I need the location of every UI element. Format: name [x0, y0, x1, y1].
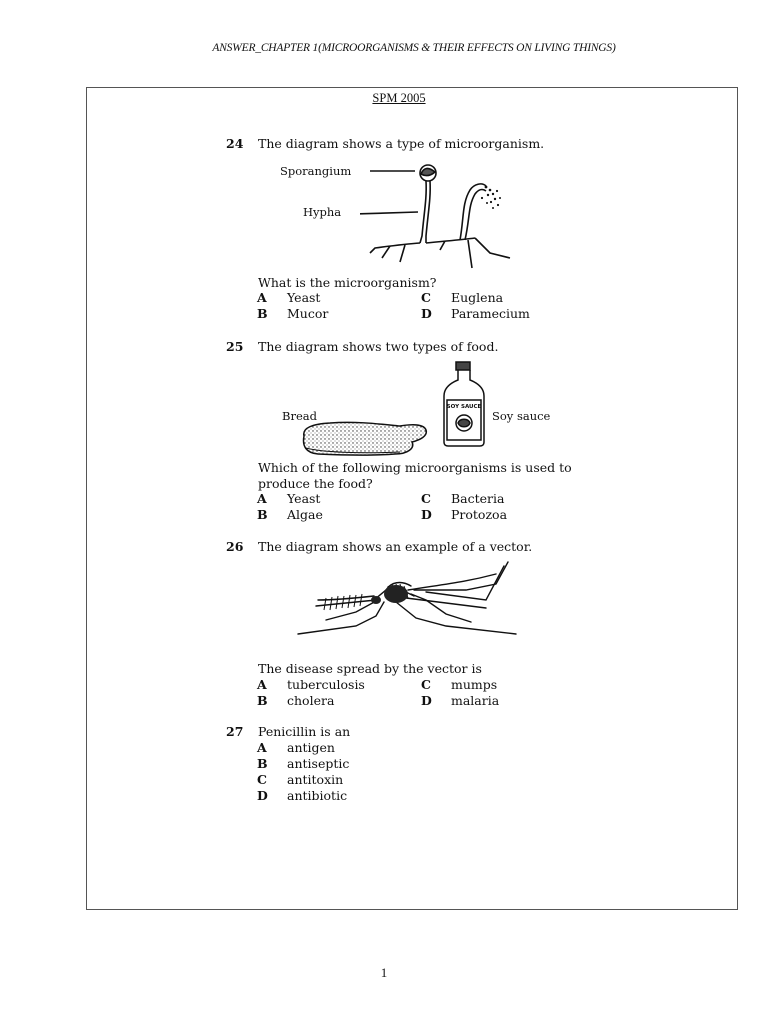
question-text: What is the microorganism?	[258, 275, 437, 290]
option-c: C antitoxin	[257, 772, 344, 787]
option-c: C mumps	[421, 677, 498, 692]
question-number: 24	[226, 136, 244, 151]
question-number: 27	[226, 724, 244, 739]
question-stem: Penicillin is an	[258, 724, 351, 739]
option-b: B Algae	[257, 507, 323, 522]
page-header: ANSWER_CHAPTER 1(MICROORGANISMS & THEIR EFFECTS ON LIVING THINGS)	[212, 42, 616, 54]
question-text: Which of the following microorganisms is used to produce the food?	[258, 460, 572, 491]
label-sporangium: Sporangium	[280, 164, 352, 178]
option-a: A antigen	[257, 740, 335, 755]
option-b: B cholera	[257, 693, 335, 708]
bottle-label: SOY SAUCE	[446, 404, 482, 410]
option-c: C Bacteria	[421, 491, 505, 506]
option-d: D Protozoa	[421, 507, 508, 522]
question-stem: The diagram shows an example of a vector.	[258, 539, 533, 554]
mucor-diagram	[360, 158, 520, 273]
question-stem: The diagram shows a type of microorganism.	[258, 136, 545, 151]
option-a: A tuberculosis	[257, 677, 365, 692]
label-bread: Bread	[282, 409, 317, 423]
label-soy-sauce: Soy sauce	[492, 409, 551, 423]
option-b: B antiseptic	[257, 756, 350, 771]
option-d: D Paramecium	[421, 306, 530, 321]
option-a: A Yeast	[257, 491, 321, 506]
option-d: D antibiotic	[257, 788, 348, 803]
question-number: 25	[226, 339, 244, 354]
soy-sauce-bottle-icon	[438, 360, 490, 448]
label-hypha: Hypha	[303, 205, 342, 219]
option-a: A Yeast	[257, 290, 321, 305]
question-stem: The diagram shows two types of food.	[258, 339, 499, 354]
mosquito-icon	[296, 560, 520, 640]
bread-icon	[300, 418, 430, 460]
option-c: C Euglena	[421, 290, 504, 305]
page-number: 1	[380, 965, 388, 980]
option-b: B Mucor	[257, 306, 329, 321]
exam-title: SPM 2005	[372, 91, 426, 105]
option-d: D malaria	[421, 693, 500, 708]
question-number: 26	[226, 539, 244, 554]
question-text: The disease spread by the vector is	[258, 661, 482, 676]
